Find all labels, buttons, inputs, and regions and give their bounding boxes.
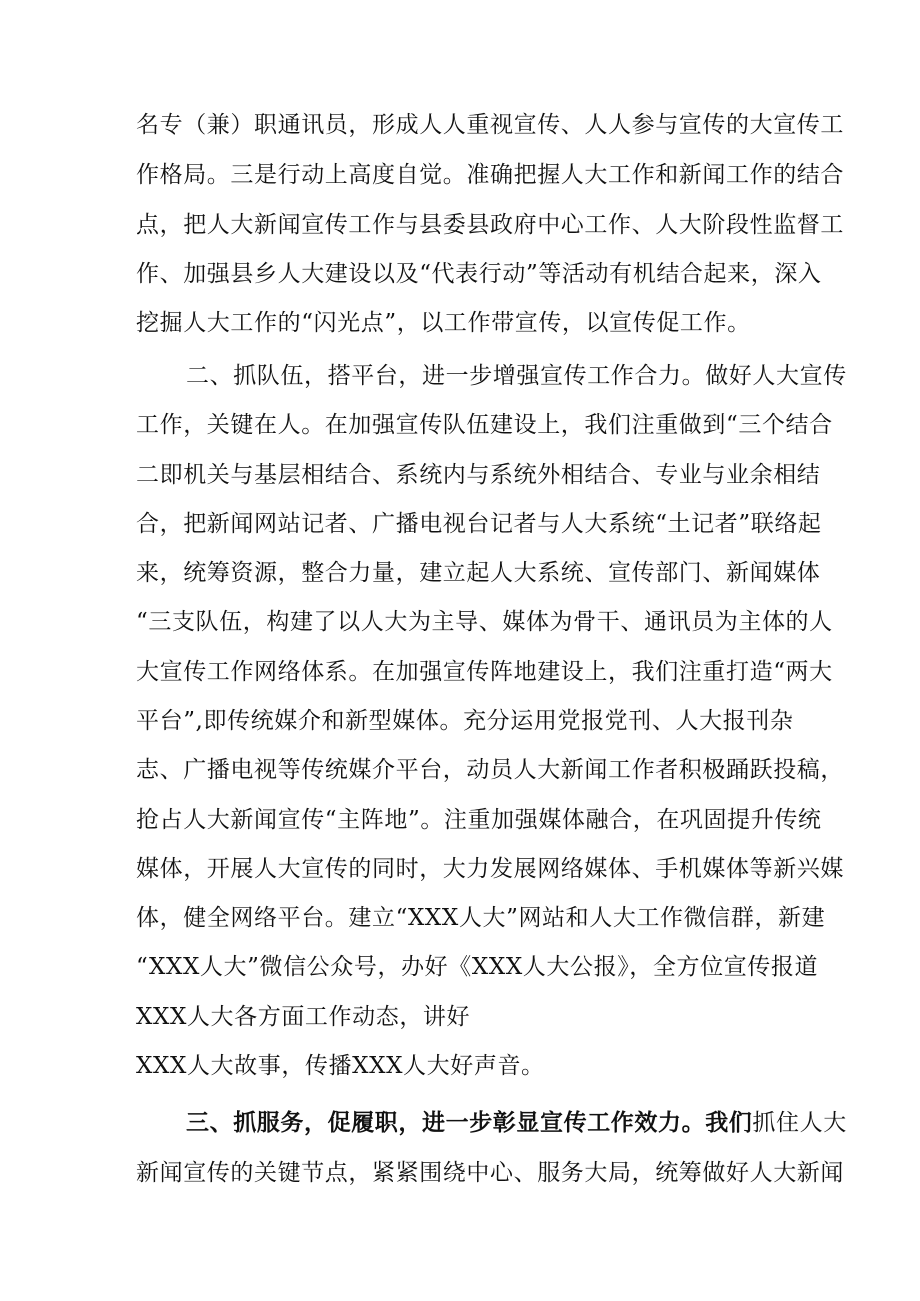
text-line: 志、广播电视等传统媒介平台，动员人大新闻工作者积极踊跃投稿， — [136, 757, 844, 783]
text-line: 二即机关与基层相结合、系统内与系统外相结合、专业与业余相结 — [136, 462, 821, 488]
text-line: 大宣传工作网络体系。在加强宣传阵地建设上，我们注重打造“两大 — [136, 659, 833, 685]
text-line: 体，健全网络平台。建立“XXX人大”网站和人大工作微信群，新建 — [136, 905, 826, 931]
section-heading: 三、抓服务，促履职，进一步彰显宣传工作效力。我们 — [186, 1109, 753, 1136]
text-line: 抢占人大新闻宣传“主阵地”。注重加强媒体融合，在巩固提升传统 — [136, 807, 822, 833]
text-line: XXX人大故事，传播XXX人大好声音。 — [136, 1053, 545, 1079]
text-line: “三支队伍，构建了以人大为主导、媒体为骨干、通讯员为主体的人 — [136, 609, 833, 635]
text-line: 二、抓队伍，搭平台，进一步增强宣传工作合力。做好人大宣传 — [186, 363, 847, 389]
text-line — [186, 1103, 847, 1143]
text-line: 合，把新闻网站记者、广播电视台记者与人大系统“土记者”联络起 — [136, 511, 822, 537]
text-run: 抓住人大 — [752, 1110, 847, 1136]
text-line: 新闻宣传的关键节点，紧紧围绕中心、服务大局，统筹做好人大新闻 — [136, 1160, 844, 1186]
text-line: 作、加强县乡人大建设以及“代表行动”等活动有机结合起来，深入 — [136, 261, 822, 287]
text-line: 媒体，开展人大宣传的同时，大力发展网络媒体、手机媒体等新兴媒 — [136, 856, 844, 882]
text-line: 作格局。三是行动上高度自觉。准确把握人大工作和新闻工作的结合 — [136, 162, 844, 188]
text-line: 挖掘人大工作的“闪光点”，以工作带宣传，以宣传促工作。 — [136, 310, 751, 336]
text-line: 平台”,即传统媒介和新型媒体。充分运用党报党刊、人大报刊杂 — [136, 708, 794, 734]
text-line: 来，统筹资源，整合力量，建立起人大系统、宣传部门、新闻媒体 — [136, 560, 821, 586]
text-line: 点，把人大新闻宣传工作与县委县政府中心工作、人大阶段性监督工 — [136, 212, 844, 238]
text-line: 工作，关键在人。在加强宣传队伍建设上，我们注重做到“三个结合 — [136, 412, 833, 438]
text-line: XXX人大各方面工作动态，讲好 — [136, 1004, 471, 1030]
text-line: “XXX人大”微信公众号，办好《XXX人大公报》，全方位宣传报道 — [136, 954, 819, 980]
text-line: 名专（兼）职通讯员，形成人人重视宣传、人人参与宣传的大宣传工 — [136, 112, 844, 138]
